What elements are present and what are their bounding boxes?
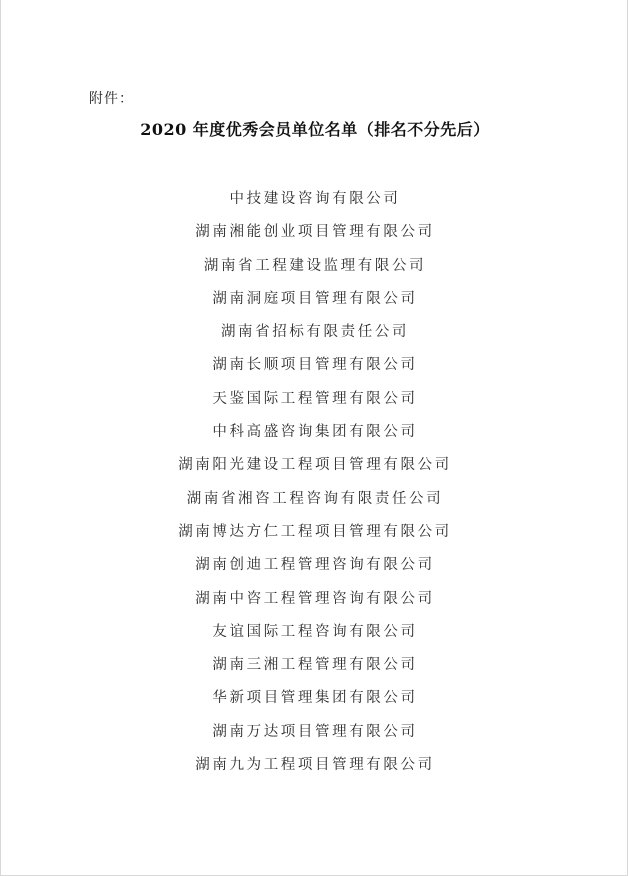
member-list <box>1 186 628 785</box>
member-item: 湖南博达方仁工程项目管理有限公司 <box>178 523 452 540</box>
member-item: 中技建设咨询有限公司 <box>229 191 401 207</box>
member-item: 湖南创迪工程管理咨询有限公司 <box>195 557 435 574</box>
member-item: 友谊国际工程咨询有限公司 <box>212 623 418 640</box>
member-item: 湖南省工程建设监理有限公司 <box>203 257 427 274</box>
member-item: 湖南洞庭项目管理有限公司 <box>212 290 418 307</box>
member-item: 湖南长顺项目管理有限公司 <box>212 357 418 374</box>
member-item: 中科高盛咨询集团有限公司 <box>212 424 418 441</box>
member-item: 湖南阳光建设工程项目管理有限公司 <box>178 457 452 474</box>
member-item: 湖南省招标有限责任公司 <box>220 324 410 341</box>
member-item: 湖南湘能创业项目管理有限公司 <box>195 224 435 241</box>
member-item: 湖南省湘咨工程咨询有限责任公司 <box>186 490 444 507</box>
member-item: 湖南万达项目管理有限公司 <box>212 723 418 740</box>
attachment-label: 附件： <box>89 91 134 107</box>
member-item: 湖南九为工程项目管理有限公司 <box>195 757 435 774</box>
member-item: 湖南三湘工程管理有限公司 <box>212 657 418 674</box>
document-title: 2020 年度优秀会员单位名单（排名不分先后） <box>140 120 490 139</box>
member-item: 天鉴国际工程管理有限公司 <box>212 390 418 407</box>
member-item: 华新项目管理集团有限公司 <box>212 690 418 707</box>
member-item: 湖南中咨工程管理咨询有限公司 <box>195 590 435 607</box>
